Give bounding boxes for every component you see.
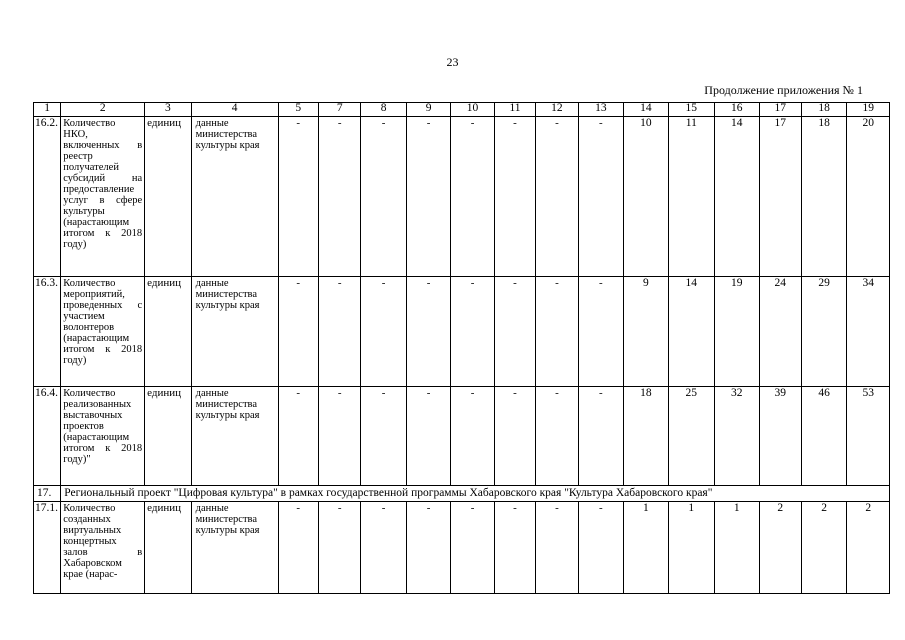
value-cell: - bbox=[494, 117, 535, 277]
unit-cell: единиц bbox=[145, 277, 191, 387]
value-cell: - bbox=[406, 502, 450, 594]
indicator-name: Количество НКО, включенных в реестр получателей субсидий на предоставление услуг в сфере культуры (нарастающим итогом к 2018 году) bbox=[61, 117, 145, 277]
column-header: 10 bbox=[451, 103, 494, 117]
table-row bbox=[34, 502, 890, 594]
value-cell: - bbox=[406, 117, 450, 277]
value-cell: - bbox=[578, 502, 623, 594]
column-header: 5 bbox=[278, 103, 318, 117]
value-cell: 29 bbox=[801, 277, 846, 387]
value-cell: - bbox=[278, 502, 318, 594]
table-row bbox=[34, 117, 890, 277]
page-number: 23 bbox=[446, 55, 459, 69]
value-cell: - bbox=[361, 502, 406, 594]
table-row bbox=[34, 277, 890, 387]
value-cell: - bbox=[578, 117, 623, 277]
value-cell: 1 bbox=[668, 502, 714, 594]
value-cell: 53 bbox=[847, 387, 890, 486]
value-cell: - bbox=[494, 502, 535, 594]
value-cell: 14 bbox=[668, 277, 714, 387]
value-cell: 18 bbox=[624, 387, 668, 486]
continuation-label: Продолжение приложения № 1 bbox=[704, 83, 863, 97]
value-cell: 14 bbox=[715, 117, 759, 277]
header-row bbox=[34, 103, 890, 117]
indicator-name: Количество созданных виртуальных концертных залов в Хабаровском крае (нарас- bbox=[61, 502, 145, 594]
value-cell: 24 bbox=[759, 277, 801, 387]
column-header: 14 bbox=[624, 103, 668, 117]
data-source: данные министерства культуры края bbox=[191, 117, 278, 277]
value-cell: - bbox=[318, 502, 360, 594]
value-cell: - bbox=[494, 387, 535, 486]
column-header: 17 bbox=[759, 103, 801, 117]
indicator-name: Количество мероприятий, проведенных с участием волонтеров (нарастающим итогом к 2018 году) bbox=[61, 277, 145, 387]
column-header: 8 bbox=[361, 103, 406, 117]
column-header: 3 bbox=[145, 103, 191, 117]
row-number: 16.4. bbox=[34, 387, 61, 486]
value-cell: 32 bbox=[715, 387, 759, 486]
row-number: 16.3. bbox=[34, 277, 61, 387]
section-number: 17. bbox=[34, 486, 61, 502]
value-cell: - bbox=[406, 387, 450, 486]
value-cell: - bbox=[278, 117, 318, 277]
column-header: 19 bbox=[847, 103, 890, 117]
value-cell: - bbox=[578, 277, 623, 387]
table-row bbox=[34, 387, 890, 486]
value-cell: 20 bbox=[847, 117, 890, 277]
value-cell: - bbox=[494, 277, 535, 387]
value-cell: - bbox=[361, 387, 406, 486]
value-cell: 34 bbox=[847, 277, 890, 387]
value-cell: 18 bbox=[801, 117, 846, 277]
value-cell: 25 bbox=[668, 387, 714, 486]
column-header: 18 bbox=[801, 103, 846, 117]
column-header: 13 bbox=[578, 103, 623, 117]
column-header: 4 bbox=[191, 103, 278, 117]
value-cell: 9 bbox=[624, 277, 668, 387]
value-cell: - bbox=[536, 117, 578, 277]
column-header: 7 bbox=[318, 103, 360, 117]
value-cell: 19 bbox=[715, 277, 759, 387]
indicators-table bbox=[33, 102, 890, 594]
unit-cell: единиц bbox=[145, 502, 191, 594]
row-number: 17.1. bbox=[34, 502, 61, 594]
value-cell: 10 bbox=[624, 117, 668, 277]
value-cell: - bbox=[451, 277, 494, 387]
data-source: данные министерства культуры края bbox=[191, 277, 278, 387]
value-cell: - bbox=[318, 277, 360, 387]
value-cell: 11 bbox=[668, 117, 714, 277]
column-header: 16 bbox=[715, 103, 759, 117]
value-cell: - bbox=[278, 277, 318, 387]
value-cell: 1 bbox=[624, 502, 668, 594]
column-header: 12 bbox=[536, 103, 578, 117]
section-row bbox=[34, 486, 890, 502]
value-cell: - bbox=[451, 387, 494, 486]
value-cell: - bbox=[536, 277, 578, 387]
row-number: 16.2. bbox=[34, 117, 61, 277]
value-cell: 17 bbox=[759, 117, 801, 277]
column-header: 9 bbox=[406, 103, 450, 117]
column-header: 15 bbox=[668, 103, 714, 117]
value-cell: 2 bbox=[801, 502, 846, 594]
data-source: данные министерства культуры края bbox=[191, 387, 278, 486]
value-cell: 2 bbox=[847, 502, 890, 594]
column-header: 11 bbox=[494, 103, 535, 117]
value-cell: 1 bbox=[715, 502, 759, 594]
value-cell: - bbox=[451, 117, 494, 277]
column-header: 1 bbox=[34, 103, 61, 117]
value-cell: 39 bbox=[759, 387, 801, 486]
value-cell: - bbox=[451, 502, 494, 594]
value-cell: - bbox=[536, 387, 578, 486]
column-header: 2 bbox=[61, 103, 145, 117]
value-cell: - bbox=[406, 277, 450, 387]
value-cell: - bbox=[536, 502, 578, 594]
value-cell: - bbox=[278, 387, 318, 486]
data-source: данные министерства культуры края bbox=[191, 502, 278, 594]
value-cell: - bbox=[318, 387, 360, 486]
value-cell: - bbox=[361, 117, 406, 277]
value-cell: - bbox=[318, 117, 360, 277]
unit-cell: единиц bbox=[145, 117, 191, 277]
value-cell: - bbox=[361, 277, 406, 387]
value-cell: - bbox=[578, 387, 623, 486]
section-title: Региональный проект "Цифровая культура" в рамках государственной программы Хабаровского края "Культура Хабаровского края" bbox=[61, 486, 890, 502]
indicator-name: Количество реализованных выставочных проектов (нарастающим итогом к 2018 году)" bbox=[61, 387, 145, 486]
value-cell: 46 bbox=[801, 387, 846, 486]
unit-cell: единиц bbox=[145, 387, 191, 486]
value-cell: 2 bbox=[759, 502, 801, 594]
